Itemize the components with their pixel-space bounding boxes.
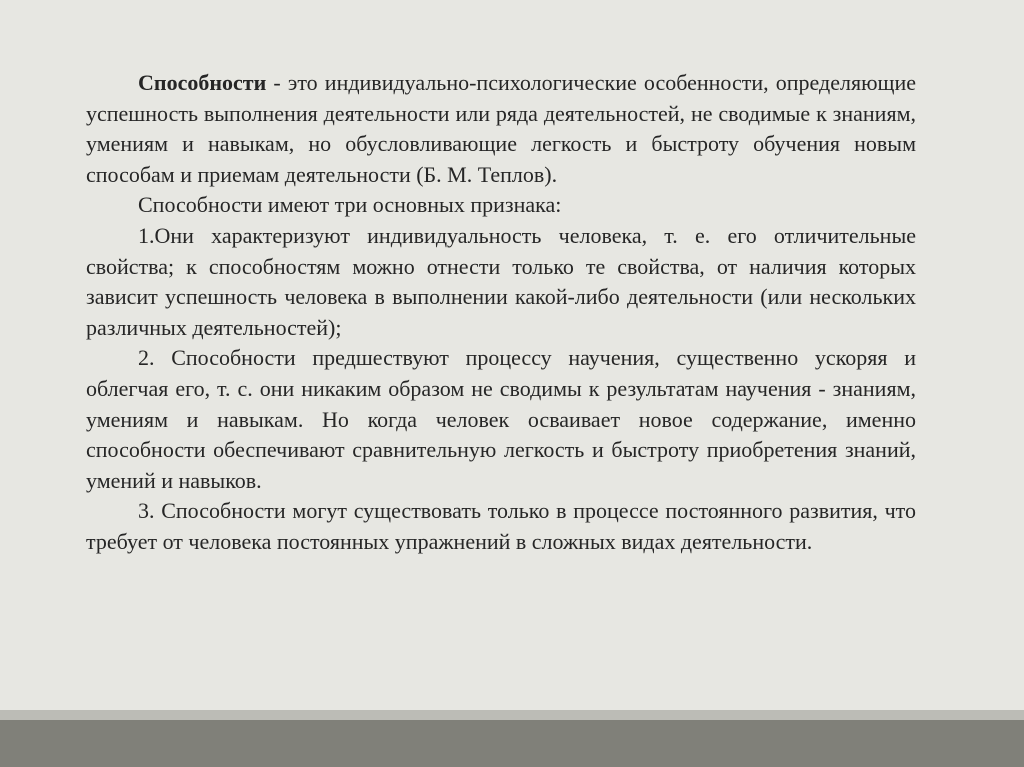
- definition-paragraph: [86, 68, 916, 190]
- slide-text-block: [86, 68, 916, 558]
- intro-paragraph: Способности имеют три основных признака:: [138, 192, 562, 218]
- definition-term: Способности: [138, 70, 267, 95]
- footer-stripe-light: [0, 710, 1024, 720]
- feature-3-paragraph: 3. Способности могут существовать только в процессе постоянного развития, что требует от человека постоянных упражнений в сложных видах деятельности.: [86, 498, 916, 554]
- definition-text: - это индивидуально-психологические особенности, определяющие успешность выполнения деятельности или ряда деятельностей, не сводимые к знаниям, умениям и навыкам, но обусловливающие легкость и быстроту обучения новым способам и приемам деятельности (Б. М. Теплов).: [86, 70, 916, 187]
- footer-stripe-dark: [0, 720, 1024, 767]
- feature-1-paragraph: 1.Они характеризуют индивидуальность человека, т. е. его отличительные свойства; к способностям можно отнести только те свойства, от наличия которых зависит успешность человека в выполнении какой-либо деятельности (или нескольких различных деятельностей);: [86, 222, 916, 340]
- feature-2-paragraph: 2. Способности предшествуют процессу научения, существенно ускоряя и облегчая его, т. с. они никаким образом не сводимы к результатам научения - знаниям, умениям и навыкам. Но когда человек осваивает новое содержание, именно способности обеспечивают сравнительную легкость и быстроту приобретения знаний, умений и навыков.: [86, 345, 916, 493]
